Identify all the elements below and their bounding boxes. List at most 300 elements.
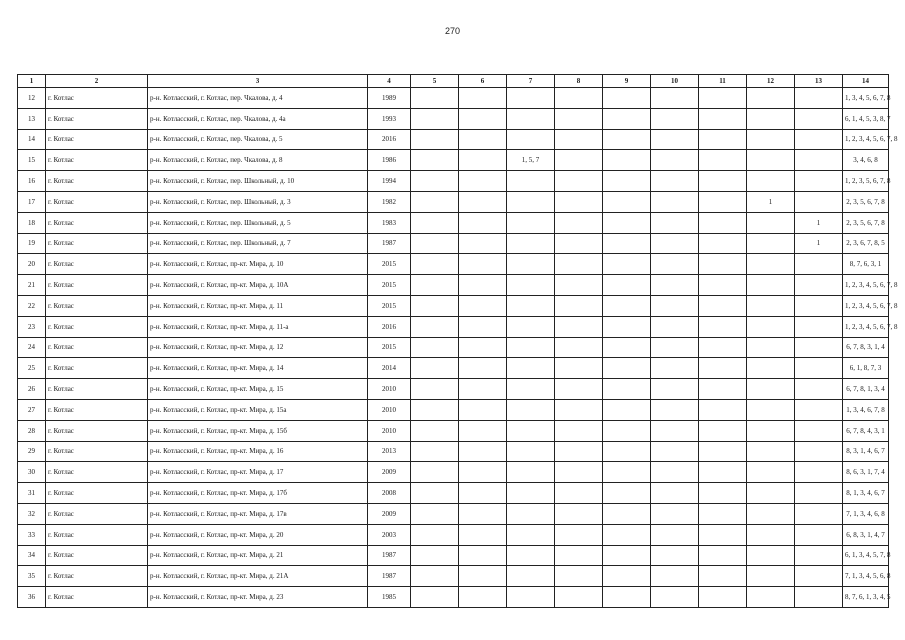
cell-address: р-н. Котласский, г. Котлас, пер. Чкалова, д. 5 (148, 129, 368, 150)
table-row (18, 171, 889, 192)
cell-col-11 (699, 88, 747, 109)
cell-col-13 (795, 379, 843, 400)
cell-col-6 (459, 254, 507, 275)
cell-settlement: г. Котлас (46, 483, 148, 504)
cell-year-built: 2010 (368, 379, 411, 400)
cell-address: р-н. Котласский, г. Котлас, пер. Чкалова, д. 4а (148, 108, 368, 129)
cell-col-5 (411, 212, 459, 233)
column-header-2: 2 (46, 75, 148, 88)
cell-col-10 (651, 358, 699, 379)
header-row (18, 75, 889, 88)
cell-col-11 (699, 441, 747, 462)
cell-col-8 (555, 379, 603, 400)
column-header-10: 10 (651, 75, 699, 88)
cell-row-number: 26 (18, 379, 46, 400)
cell-col-12 (747, 275, 795, 296)
cell-col-8 (555, 233, 603, 254)
cell-row-number: 24 (18, 337, 46, 358)
cell-settlement: г. Котлас (46, 379, 148, 400)
cell-address: р-н. Котласский, г. Котлас, пр-кт. Мира, д. 15б (148, 420, 368, 441)
cell-row-number: 19 (18, 233, 46, 254)
cell-col-11 (699, 503, 747, 524)
cell-col-6 (459, 587, 507, 608)
cell-col-8 (555, 441, 603, 462)
table-row (18, 233, 889, 254)
cell-col-13 (795, 295, 843, 316)
cell-address: р-н. Котласский, г. Котлас, пр-кт. Мира, д. 11-а (148, 316, 368, 337)
cell-col-12 (747, 337, 795, 358)
cell-settlement: г. Котлас (46, 254, 148, 275)
cell-col-9 (603, 316, 651, 337)
cell-col-7 (507, 399, 555, 420)
cell-col-7 (507, 108, 555, 129)
cell-col-14: 7, 1, 3, 4, 5, 6, 8 (843, 566, 889, 587)
cell-year-built: 2015 (368, 337, 411, 358)
cell-col-13 (795, 191, 843, 212)
cell-col-13 (795, 275, 843, 296)
cell-col-9 (603, 150, 651, 171)
cell-col-14: 7, 1, 3, 4, 6, 8 (843, 503, 889, 524)
cell-col-12 (747, 441, 795, 462)
cell-col-11 (699, 275, 747, 296)
cell-col-13 (795, 483, 843, 504)
cell-col-5 (411, 295, 459, 316)
cell-col-7 (507, 462, 555, 483)
cell-row-number: 35 (18, 566, 46, 587)
cell-col-10 (651, 524, 699, 545)
cell-col-11 (699, 233, 747, 254)
cell-col-12 (747, 524, 795, 545)
cell-col-11 (699, 379, 747, 400)
table-row (18, 462, 889, 483)
cell-col-7 (507, 379, 555, 400)
table-row (18, 316, 889, 337)
cell-col-13 (795, 129, 843, 150)
cell-col-14: 6, 7, 8, 4, 3, 1 (843, 420, 889, 441)
cell-col-7 (507, 233, 555, 254)
cell-address: р-н. Котласский, г. Котлас, пр-кт. Мира, д. 11 (148, 295, 368, 316)
table-body (18, 88, 898, 608)
cell-row-number: 17 (18, 191, 46, 212)
cell-col-10 (651, 316, 699, 337)
cell-col-6 (459, 212, 507, 233)
cell-col-7 (507, 587, 555, 608)
cell-col-9 (603, 88, 651, 109)
register-table (17, 74, 898, 608)
cell-col-13 (795, 545, 843, 566)
cell-col-13 (795, 441, 843, 462)
cell-col-14: 6, 8, 3, 1, 4, 7 (843, 524, 889, 545)
cell-col-5 (411, 171, 459, 192)
cell-col-8 (555, 358, 603, 379)
cell-col-8 (555, 171, 603, 192)
cell-year-built: 1994 (368, 171, 411, 192)
column-header-3: 3 (148, 75, 368, 88)
cell-row-number: 29 (18, 441, 46, 462)
cell-address: р-н. Котласский, г. Котлас, пр-кт. Мира, д. 17 (148, 462, 368, 483)
cell-col-6 (459, 108, 507, 129)
cell-col-6 (459, 88, 507, 109)
cell-settlement: г. Котлас (46, 462, 148, 483)
cell-col-6 (459, 129, 507, 150)
cell-col-10 (651, 420, 699, 441)
cell-col-14: 6, 1, 8, 7, 3 (843, 358, 889, 379)
column-header-5: 5 (411, 75, 459, 88)
cell-col-10 (651, 108, 699, 129)
cell-col-14: 2, 3, 5, 6, 7, 8 (843, 212, 889, 233)
cell-col-6 (459, 545, 507, 566)
cell-col-12 (747, 171, 795, 192)
cell-row-number: 14 (18, 129, 46, 150)
cell-col-14: 1, 2, 3, 4, 5, 6, 7, 8 (843, 316, 889, 337)
cell-col-9 (603, 212, 651, 233)
cell-col-5 (411, 441, 459, 462)
column-header-11: 11 (699, 75, 747, 88)
column-header-14: 14 (843, 75, 889, 88)
cell-col-7 (507, 171, 555, 192)
cell-col-9 (603, 566, 651, 587)
cell-col-7 (507, 420, 555, 441)
cell-col-8 (555, 545, 603, 566)
column-header-13: 13 (795, 75, 843, 88)
cell-col-6 (459, 462, 507, 483)
cell-col-6 (459, 503, 507, 524)
cell-col-12 (747, 295, 795, 316)
cell-col-9 (603, 441, 651, 462)
table-row (18, 524, 889, 545)
cell-row-number: 13 (18, 108, 46, 129)
cell-address: р-н. Котласский, г. Котлас, пр-кт. Мира, д. 10 (148, 254, 368, 275)
cell-row-number: 21 (18, 275, 46, 296)
cell-col-5 (411, 358, 459, 379)
cell-col-14: 6, 7, 8, 1, 3, 4 (843, 379, 889, 400)
cell-settlement: г. Котлас (46, 524, 148, 545)
cell-col-11 (699, 108, 747, 129)
cell-col-13 (795, 88, 843, 109)
cell-col-5 (411, 462, 459, 483)
cell-row-number: 32 (18, 503, 46, 524)
cell-col-14: 1, 3, 4, 6, 7, 8 (843, 399, 889, 420)
cell-col-5 (411, 524, 459, 545)
cell-col-10 (651, 129, 699, 150)
cell-col-10 (651, 212, 699, 233)
cell-row-number: 25 (18, 358, 46, 379)
cell-row-number: 18 (18, 212, 46, 233)
cell-col-11 (699, 399, 747, 420)
cell-col-12 (747, 566, 795, 587)
cell-col-11 (699, 420, 747, 441)
cell-col-5 (411, 399, 459, 420)
cell-col-14: 1, 3, 4, 5, 6, 7, 8 (843, 88, 889, 109)
cell-address: р-н. Котласский, г. Котлас, пер. Чкалова, д. 8 (148, 150, 368, 171)
cell-col-12 (747, 212, 795, 233)
cell-col-11 (699, 545, 747, 566)
table-row (18, 254, 889, 275)
cell-col-12 (747, 545, 795, 566)
cell-col-6 (459, 379, 507, 400)
cell-col-8 (555, 108, 603, 129)
table-row (18, 420, 889, 441)
cell-col-5 (411, 545, 459, 566)
cell-address: р-н. Котласский, г. Котлас, пр-кт. Мира, д. 15 (148, 379, 368, 400)
cell-col-9 (603, 483, 651, 504)
cell-col-8 (555, 88, 603, 109)
cell-col-11 (699, 587, 747, 608)
cell-year-built: 2015 (368, 275, 411, 296)
cell-col-12 (747, 462, 795, 483)
cell-col-5 (411, 503, 459, 524)
cell-col-6 (459, 233, 507, 254)
cell-col-8 (555, 191, 603, 212)
cell-col-13 (795, 399, 843, 420)
cell-col-8 (555, 129, 603, 150)
cell-col-5 (411, 379, 459, 400)
cell-col-9 (603, 524, 651, 545)
column-header-12: 12 (747, 75, 795, 88)
cell-col-7 (507, 212, 555, 233)
cell-col-5 (411, 108, 459, 129)
table-row (18, 212, 889, 233)
cell-col-13: 1 (795, 212, 843, 233)
cell-col-14: 8, 7, 6, 1, 3, 4, 5 (843, 587, 889, 608)
cell-col-9 (603, 545, 651, 566)
cell-row-number: 20 (18, 254, 46, 275)
cell-col-13 (795, 503, 843, 524)
cell-col-6 (459, 399, 507, 420)
cell-col-14: 1, 2, 3, 4, 5, 6, 7, 8 (843, 275, 889, 296)
cell-row-number: 12 (18, 88, 46, 109)
cell-col-11 (699, 358, 747, 379)
table-row (18, 566, 889, 587)
cell-year-built: 2013 (368, 441, 411, 462)
cell-row-number: 16 (18, 171, 46, 192)
cell-col-14: 8, 6, 3, 1, 7, 4 (843, 462, 889, 483)
cell-col-10 (651, 545, 699, 566)
cell-col-7 (507, 566, 555, 587)
cell-row-number: 33 (18, 524, 46, 545)
cell-col-14: 8, 3, 1, 4, 6, 7 (843, 441, 889, 462)
cell-col-10 (651, 462, 699, 483)
cell-col-10 (651, 233, 699, 254)
cell-col-6 (459, 295, 507, 316)
cell-col-8 (555, 587, 603, 608)
cell-col-9 (603, 233, 651, 254)
cell-address: р-н. Котласский, г. Котлас, пер. Школьный, д. 7 (148, 233, 368, 254)
cell-col-5 (411, 233, 459, 254)
cell-row-number: 30 (18, 462, 46, 483)
table-row (18, 483, 889, 504)
cell-address: р-н. Котласский, г. Котлас, пр-кт. Мира, д. 10А (148, 275, 368, 296)
cell-settlement: г. Котлас (46, 587, 148, 608)
cell-year-built: 2016 (368, 316, 411, 337)
cell-col-8 (555, 150, 603, 171)
cell-col-11 (699, 191, 747, 212)
cell-col-8 (555, 566, 603, 587)
cell-settlement: г. Котлас (46, 150, 148, 171)
cell-col-7 (507, 275, 555, 296)
cell-row-number: 31 (18, 483, 46, 504)
cell-col-8 (555, 462, 603, 483)
cell-col-9 (603, 295, 651, 316)
cell-col-10 (651, 566, 699, 587)
cell-col-8 (555, 295, 603, 316)
cell-col-9 (603, 108, 651, 129)
cell-col-6 (459, 316, 507, 337)
cell-col-5 (411, 483, 459, 504)
column-header-6: 6 (459, 75, 507, 88)
cell-col-8 (555, 503, 603, 524)
cell-col-10 (651, 399, 699, 420)
cell-year-built: 1985 (368, 587, 411, 608)
cell-col-14: 1, 2, 3, 4, 5, 6, 7, 8 (843, 129, 889, 150)
column-header-7: 7 (507, 75, 555, 88)
cell-col-6 (459, 150, 507, 171)
cell-col-12 (747, 316, 795, 337)
cell-col-6 (459, 358, 507, 379)
cell-address: р-н. Котласский, г. Котлас, пр-кт. Мира, д. 14 (148, 358, 368, 379)
cell-settlement: г. Котлас (46, 358, 148, 379)
cell-col-12 (747, 399, 795, 420)
cell-col-7 (507, 337, 555, 358)
cell-year-built: 1986 (368, 150, 411, 171)
cell-year-built: 2016 (368, 129, 411, 150)
table-row (18, 337, 889, 358)
cell-col-12 (747, 88, 795, 109)
cell-col-9 (603, 337, 651, 358)
cell-col-9 (603, 129, 651, 150)
cell-col-9 (603, 420, 651, 441)
cell-col-10 (651, 275, 699, 296)
cell-address: р-н. Котласский, г. Котлас, пр-кт. Мира, д. 17б (148, 483, 368, 504)
cell-col-11 (699, 524, 747, 545)
cell-col-5 (411, 254, 459, 275)
cell-col-6 (459, 337, 507, 358)
cell-col-11 (699, 254, 747, 275)
cell-col-13 (795, 587, 843, 608)
cell-col-14: 8, 1, 3, 4, 6, 7 (843, 483, 889, 504)
column-header-4: 4 (368, 75, 411, 88)
cell-settlement: г. Котлас (46, 441, 148, 462)
cell-col-9 (603, 379, 651, 400)
table-row (18, 129, 889, 150)
cell-year-built: 2010 (368, 399, 411, 420)
cell-col-13 (795, 254, 843, 275)
page-number: 270 (444, 26, 461, 36)
cell-address: р-н. Котласский, г. Котлас, пер. Школьный, д. 5 (148, 212, 368, 233)
column-header-8: 8 (555, 75, 603, 88)
cell-col-12 (747, 108, 795, 129)
cell-settlement: г. Котлас (46, 212, 148, 233)
cell-col-5 (411, 566, 459, 587)
table-row (18, 503, 889, 524)
cell-col-5 (411, 337, 459, 358)
cell-col-5 (411, 587, 459, 608)
table-row (18, 379, 889, 400)
cell-col-10 (651, 191, 699, 212)
cell-col-13 (795, 358, 843, 379)
cell-col-11 (699, 129, 747, 150)
cell-col-14: 1, 2, 3, 5, 6, 7, 8 (843, 171, 889, 192)
cell-settlement: г. Котлас (46, 399, 148, 420)
cell-col-10 (651, 150, 699, 171)
cell-col-10 (651, 503, 699, 524)
cell-col-8 (555, 316, 603, 337)
cell-col-13 (795, 337, 843, 358)
cell-year-built: 1983 (368, 212, 411, 233)
cell-col-11 (699, 295, 747, 316)
cell-year-built: 2009 (368, 462, 411, 483)
cell-col-13 (795, 420, 843, 441)
cell-address: р-н. Котласский, г. Котлас, пр-кт. Мира, д. 12 (148, 337, 368, 358)
cell-col-6 (459, 275, 507, 296)
cell-col-7 (507, 254, 555, 275)
cell-col-5 (411, 129, 459, 150)
cell-col-7 (507, 88, 555, 109)
cell-col-10 (651, 587, 699, 608)
cell-col-9 (603, 191, 651, 212)
cell-col-6 (459, 441, 507, 462)
cell-year-built: 2010 (368, 420, 411, 441)
cell-col-9 (603, 503, 651, 524)
table-row (18, 275, 889, 296)
cell-col-8 (555, 337, 603, 358)
cell-settlement: г. Котлас (46, 275, 148, 296)
cell-col-12 (747, 254, 795, 275)
cell-settlement: г. Котлас (46, 566, 148, 587)
cell-col-7 (507, 545, 555, 566)
cell-col-12 (747, 503, 795, 524)
cell-settlement: г. Котлас (46, 88, 148, 109)
column-header-1: 1 (18, 75, 46, 88)
cell-year-built: 1987 (368, 545, 411, 566)
cell-col-6 (459, 483, 507, 504)
cell-settlement: г. Котлас (46, 233, 148, 254)
cell-settlement: г. Котлас (46, 337, 148, 358)
cell-col-13: 1 (795, 233, 843, 254)
table-row (18, 88, 889, 109)
cell-col-10 (651, 337, 699, 358)
cell-settlement: г. Котлас (46, 191, 148, 212)
cell-col-7 (507, 316, 555, 337)
cell-settlement: г. Котлас (46, 129, 148, 150)
cell-settlement: г. Котлас (46, 545, 148, 566)
cell-year-built: 2003 (368, 524, 411, 545)
cell-col-11 (699, 462, 747, 483)
cell-col-10 (651, 483, 699, 504)
cell-address: р-н. Котласский, г. Котлас, пр-кт. Мира, д. 20 (148, 524, 368, 545)
cell-col-11 (699, 150, 747, 171)
cell-address: р-н. Котласский, г. Котлас, пер. Школьный, д. 10 (148, 171, 368, 192)
cell-year-built: 1989 (368, 88, 411, 109)
cell-col-6 (459, 420, 507, 441)
cell-col-14: 1, 2, 3, 4, 5, 6, 7, 8 (843, 295, 889, 316)
cell-col-7 (507, 129, 555, 150)
cell-col-12 (747, 233, 795, 254)
cell-col-7 (507, 358, 555, 379)
cell-col-14: 6, 7, 8, 3, 1, 4 (843, 337, 889, 358)
cell-col-7 (507, 295, 555, 316)
cell-col-13 (795, 316, 843, 337)
cell-col-5 (411, 420, 459, 441)
cell-row-number: 23 (18, 316, 46, 337)
cell-col-10 (651, 88, 699, 109)
cell-col-13 (795, 150, 843, 171)
cell-address: р-н. Котласский, г. Котлас, пр-кт. Мира, д. 21А (148, 566, 368, 587)
cell-col-8 (555, 275, 603, 296)
cell-row-number: 28 (18, 420, 46, 441)
cell-col-5 (411, 88, 459, 109)
cell-year-built: 2015 (368, 295, 411, 316)
